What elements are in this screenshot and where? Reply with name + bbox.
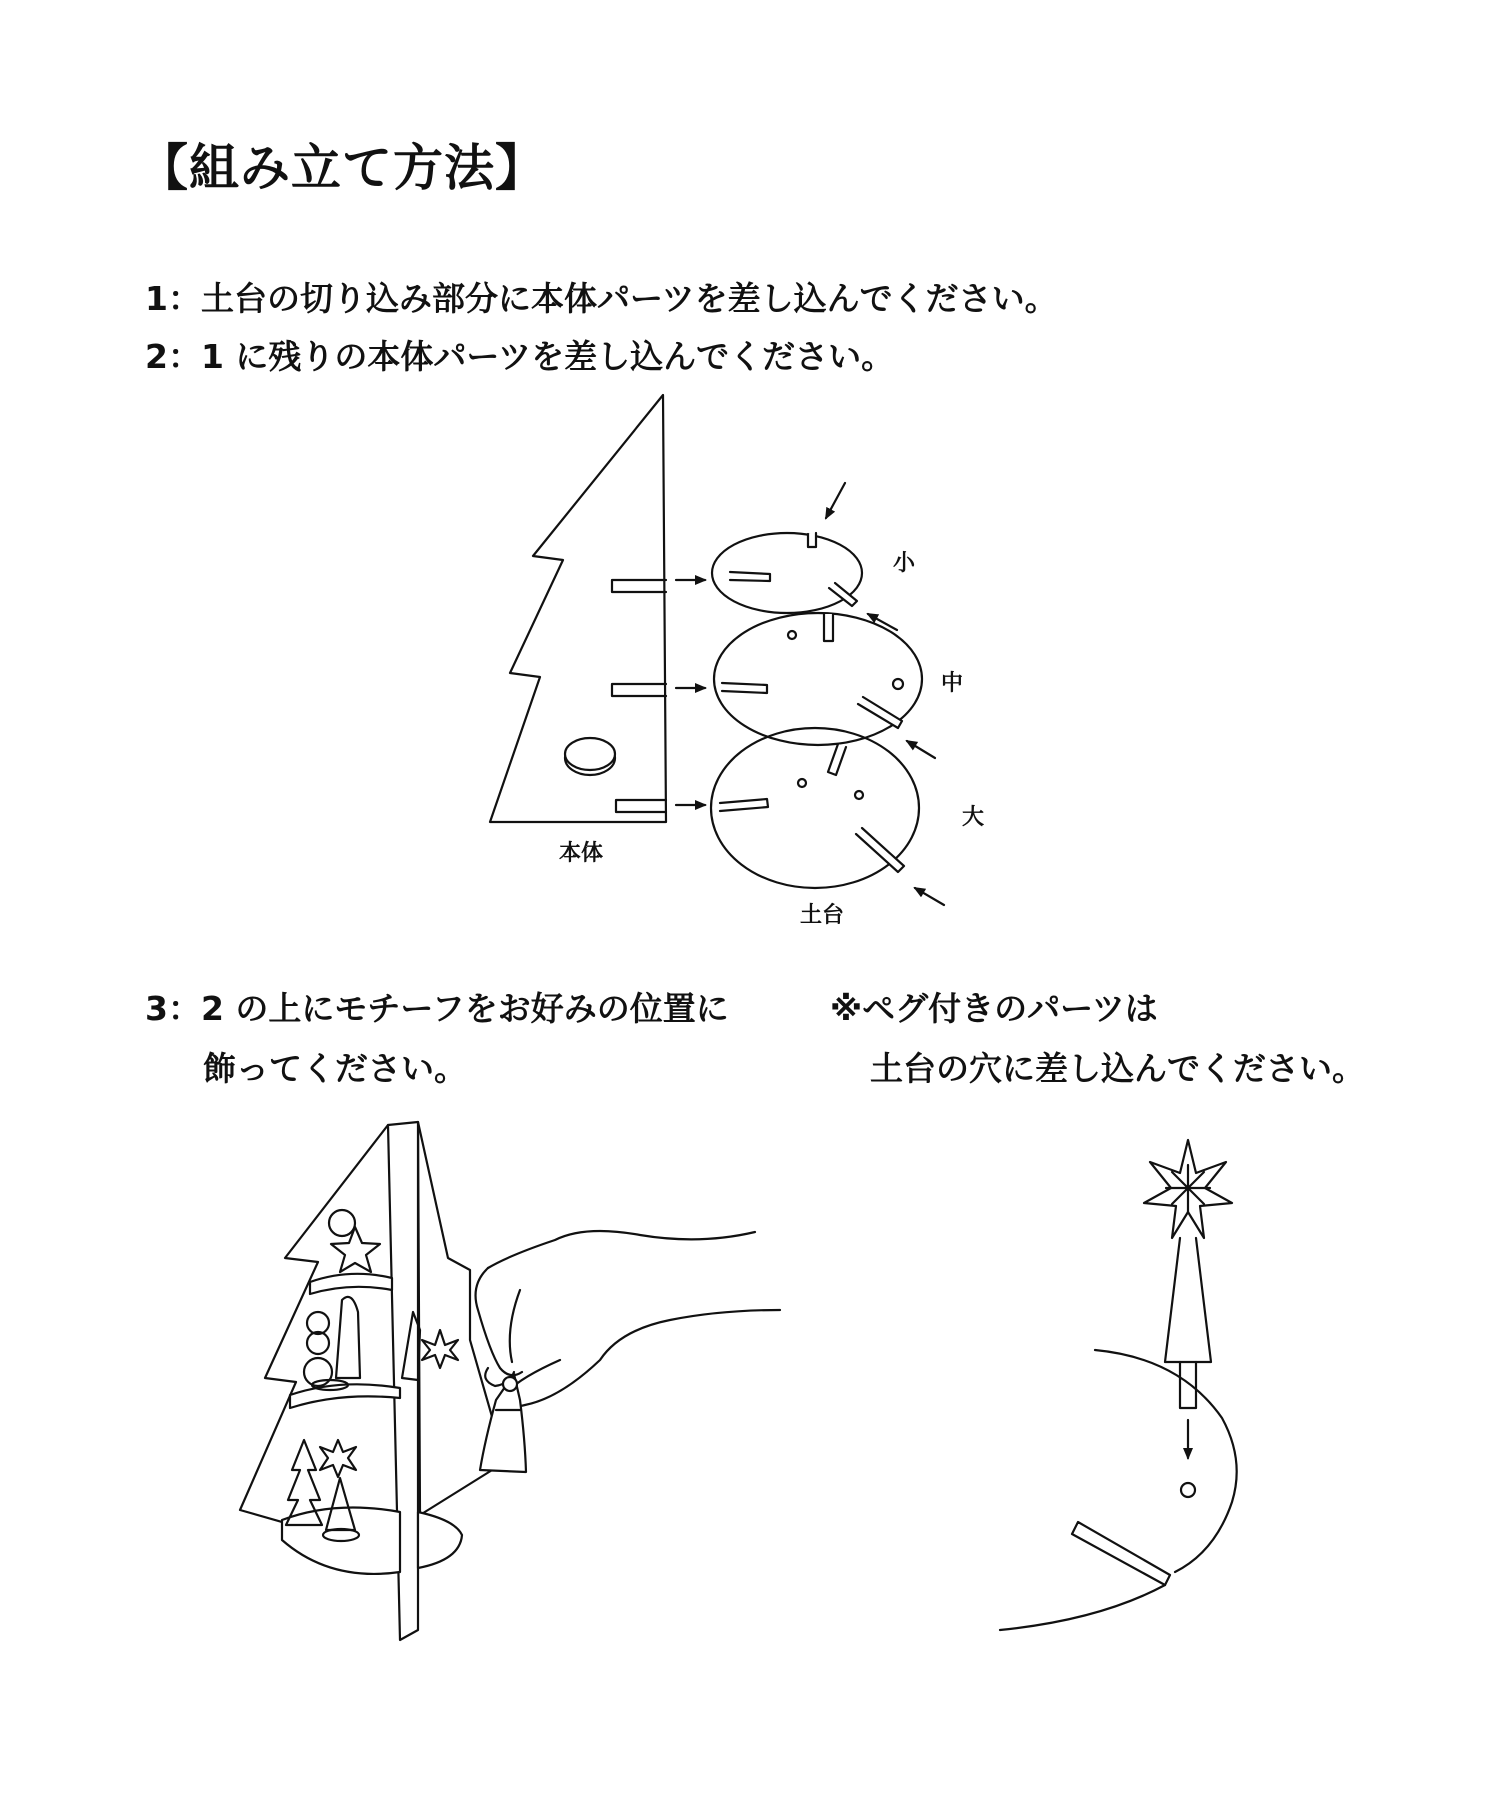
label-body: 本体 [559, 841, 604, 866]
step-3-text-line2: 飾ってください。 [203, 1049, 467, 1088]
step-2-text: 2：1 に残りの本体パーツを差し込んでください。 [145, 337, 895, 376]
large-disc [711, 728, 919, 888]
label-small: 小 [893, 551, 916, 576]
star-peg-piece [1144, 1140, 1232, 1408]
note-text-line1: ※ペグ付きのパーツは [830, 989, 1158, 1028]
label-medium: 中 [941, 671, 964, 696]
medium-disc [714, 613, 922, 745]
note-text-line2: 土台の穴に差し込んでください。 [870, 1049, 1365, 1088]
step-3-text-line1: 3：2 の上にモチーフをお好みの位置に [145, 989, 729, 1028]
label-large: 大 [962, 805, 985, 830]
step-1-text: 1：土台の切り込み部分に本体パーツを差し込んでください。 [145, 279, 1058, 318]
label-base: 土台 [800, 903, 845, 928]
small-disc [712, 533, 862, 613]
hand-illustration [476, 1231, 780, 1472]
base-disc-closeup [1000, 1350, 1237, 1630]
page-title: 【組み立て方法】 [138, 139, 546, 197]
decorated-tree [240, 1122, 505, 1640]
tree-body-panel [490, 395, 666, 822]
